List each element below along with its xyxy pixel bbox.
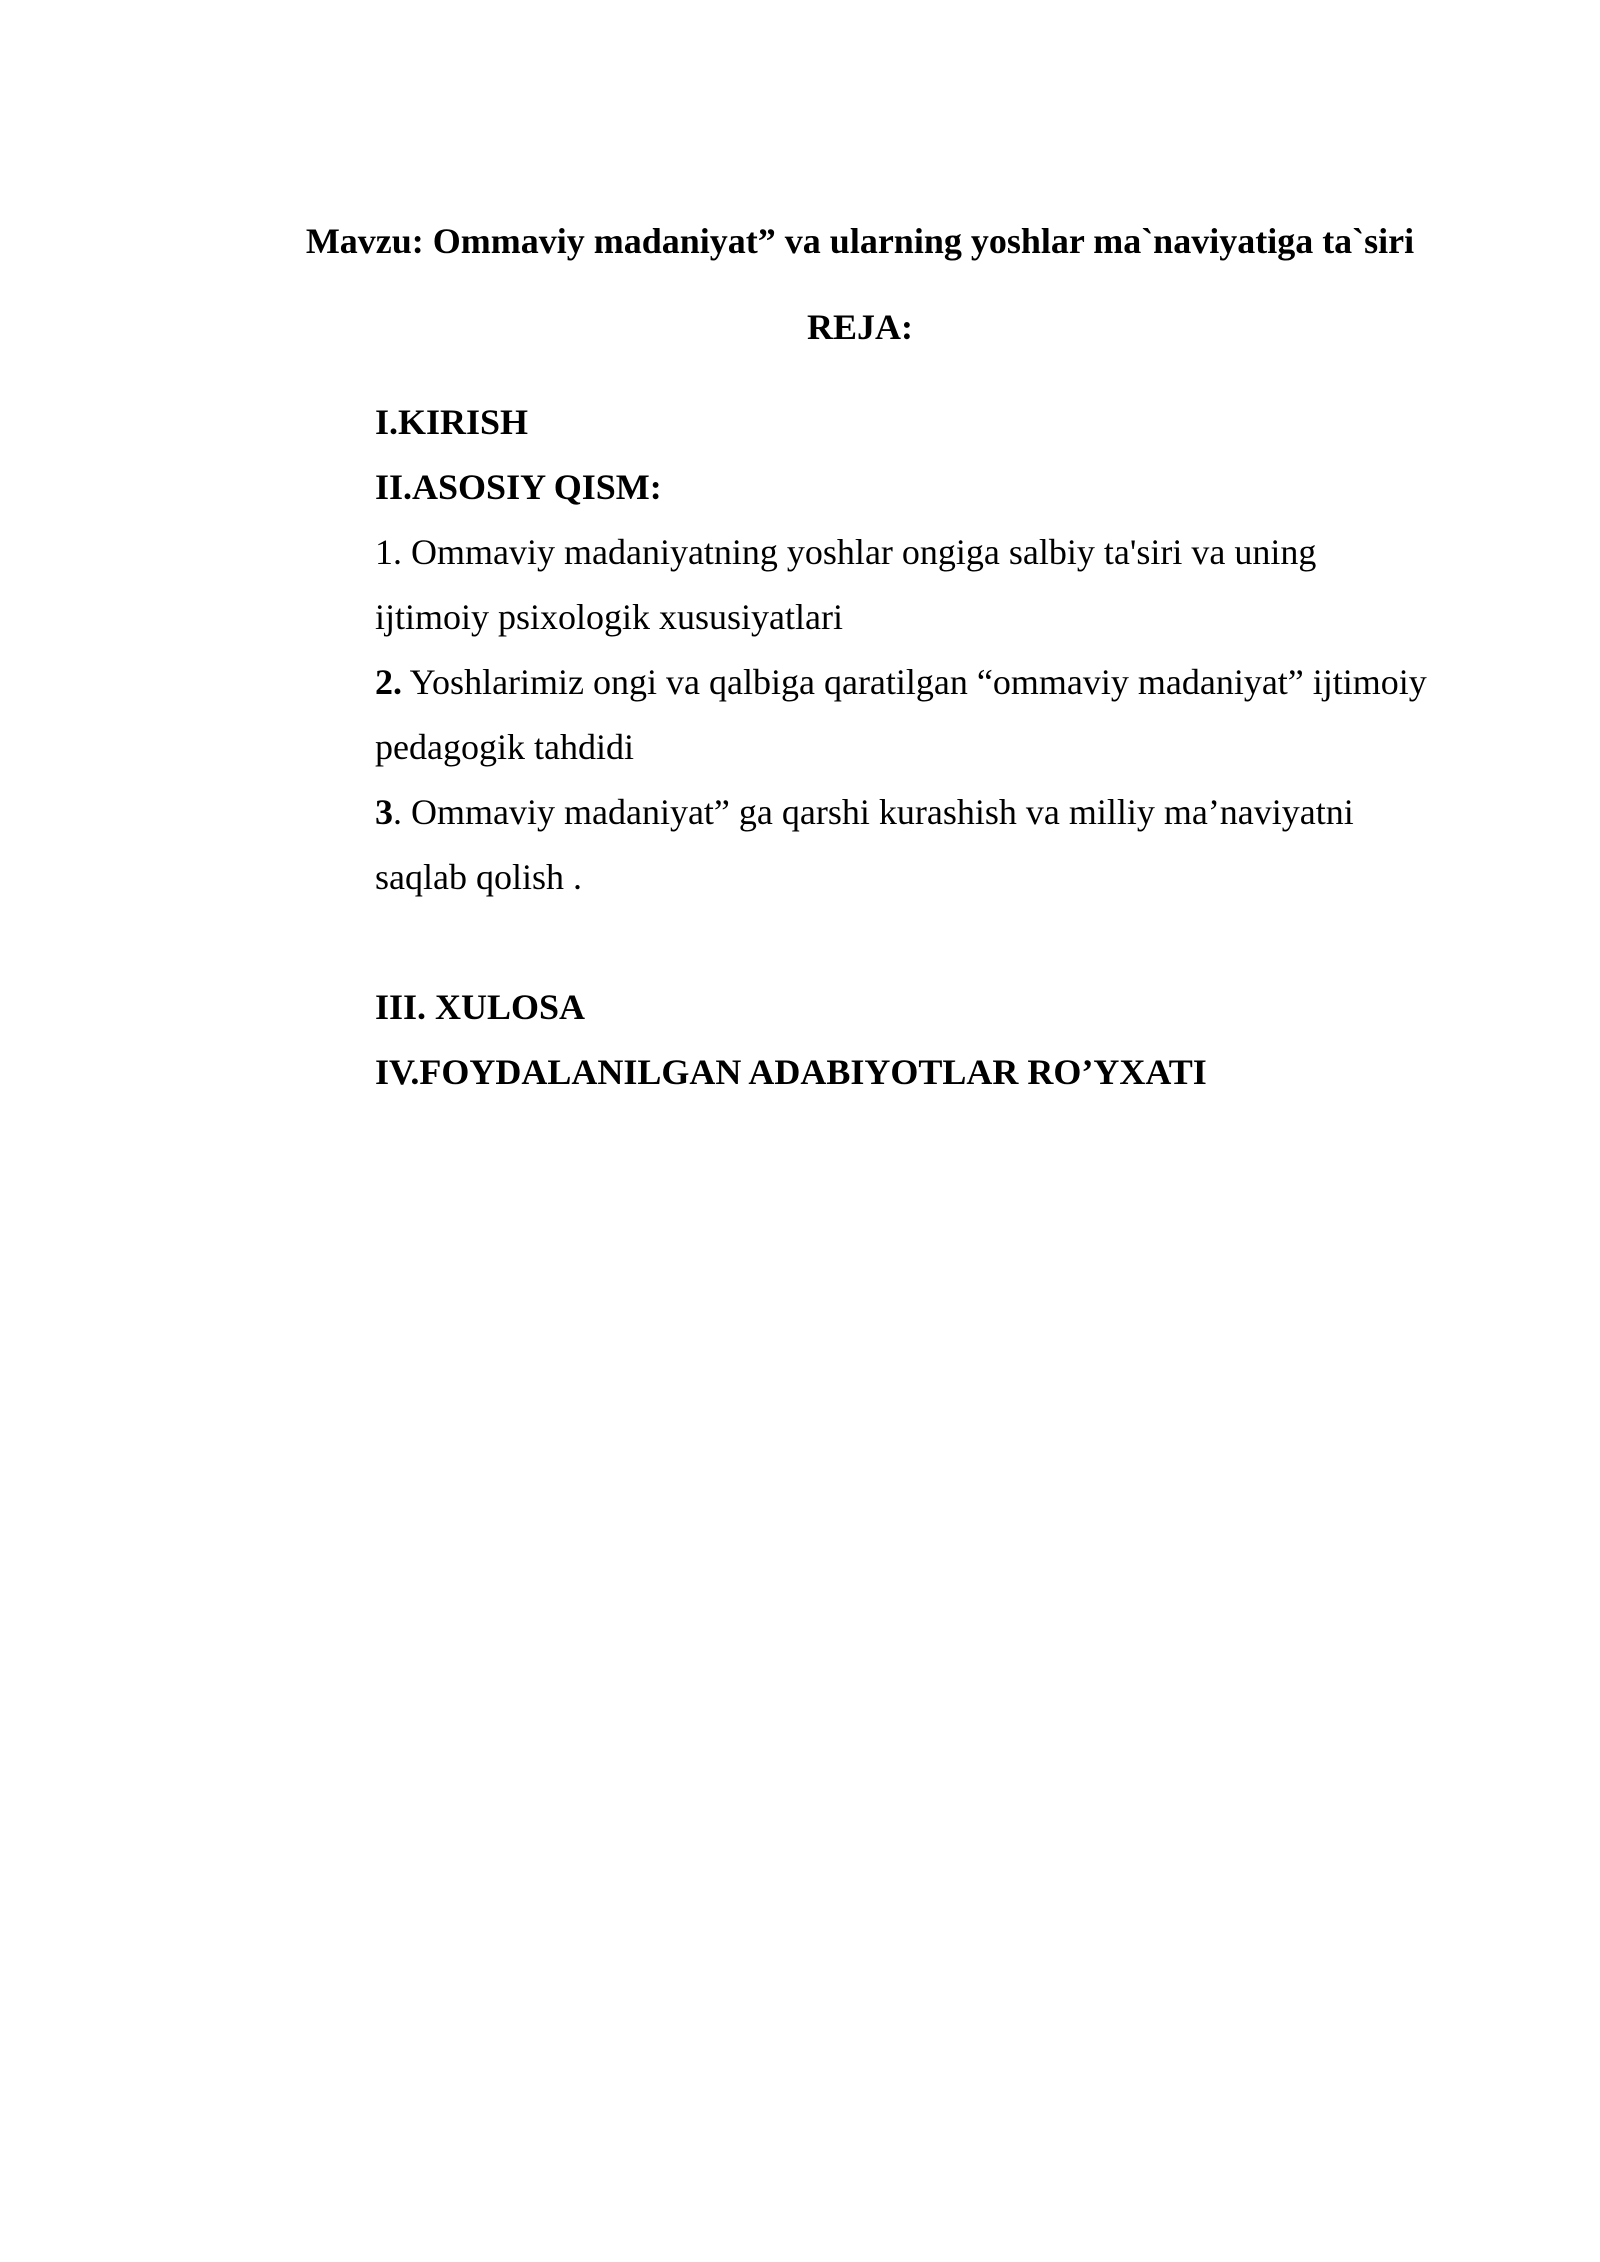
plan-item-3-text: . Ommaviy madaniyat” ga qarshi kurashish va milliy ma’naviyatni	[393, 792, 1354, 832]
plan-item-1	[375, 520, 1515, 585]
plan-item-1-text: Ommaviy madaniyatning yoshlar ongiga salbiy ta'siri va uning	[402, 532, 1317, 572]
spacer	[375, 910, 1515, 975]
plan-item-3-continuation: saqlab qolish .	[375, 857, 582, 897]
document-title: Mavzu: Ommaviy madaniyat” va ularning yoshlar ma`naviyatiga ta`siri	[305, 221, 1415, 261]
plan-item-2-number: 2.	[375, 662, 402, 702]
section-main: II.ASOSIY QISM:	[375, 467, 662, 507]
plan-item-1-number: 1.	[375, 532, 402, 572]
plan-item-1-continuation: ijtimoiy psixologik xususiyatlari	[375, 597, 843, 637]
plan-list	[375, 390, 1515, 1105]
section-conclusion: III. XULOSA	[375, 987, 586, 1027]
plan-item-3-number: 3	[375, 792, 393, 832]
section-intro: I.KIRISH	[375, 402, 529, 442]
plan-item-2-continuation: pedagogik tahdidi	[375, 727, 634, 767]
plan-item-2-text: Yoshlarimiz ongi va qalbiga qaratilgan “ommaviy madaniyat” ijtimoiy	[402, 662, 1427, 702]
section-references: IV.FOYDALANILGAN ADABIYOTLAR RO’YXATI	[375, 1052, 1207, 1092]
plan-heading: REJA:	[807, 307, 913, 347]
plan-item-2	[375, 650, 1515, 715]
plan-item-3	[375, 780, 1515, 845]
